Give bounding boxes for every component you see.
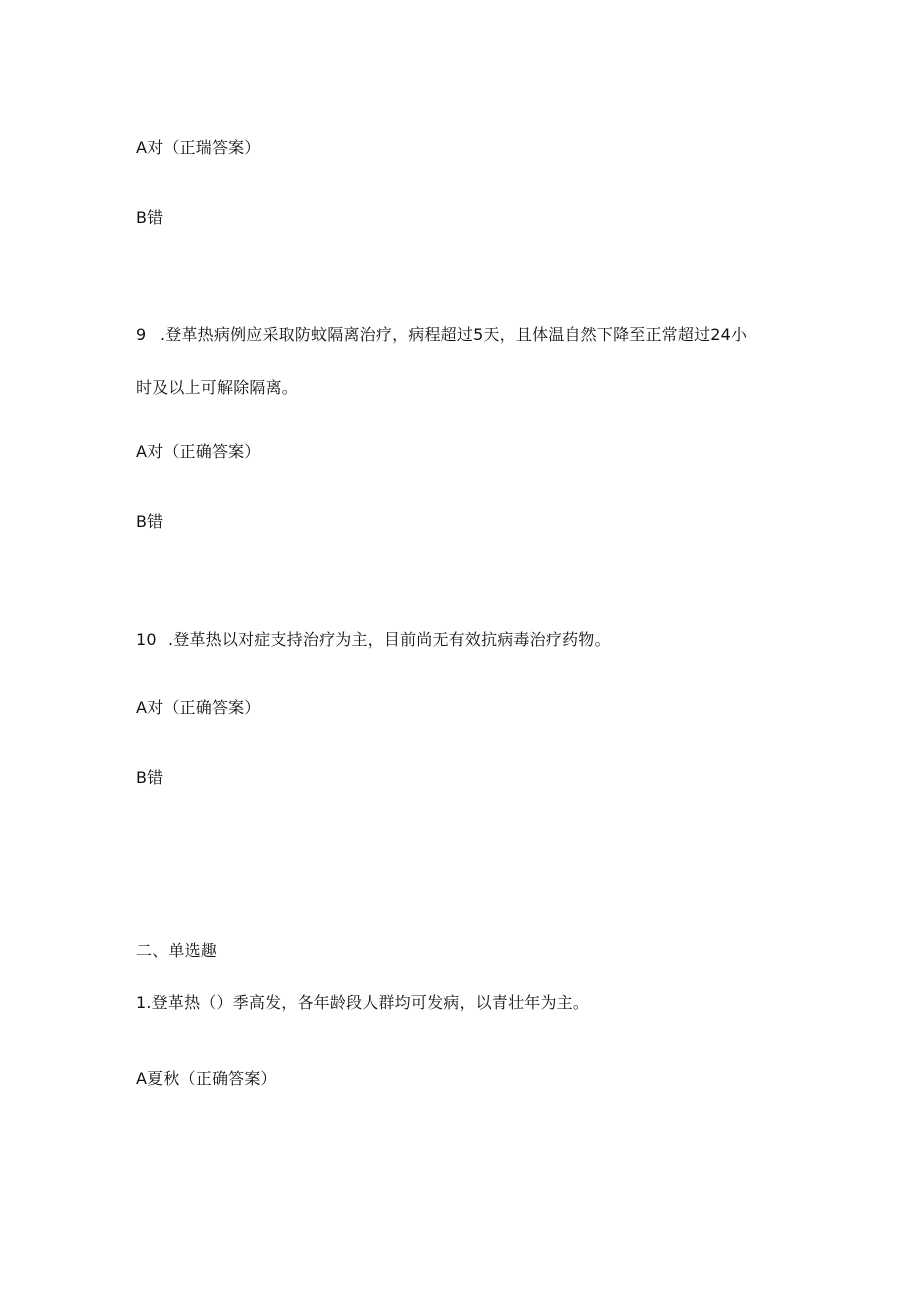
q10-question — [136, 630, 611, 650]
sq1-question: 1.登革热（）季高发，各年龄段人群均可发病，以青壮年为主。 — [136, 993, 590, 1012]
q9-option-b: B错 — [136, 512, 164, 531]
q9-question-line1 — [136, 325, 747, 345]
q8-option-b: B错 — [136, 208, 164, 227]
q9-question-line2: 时及以上可解除隔离。 — [136, 378, 299, 397]
section-heading: 二、单选趣 — [136, 941, 218, 960]
q9-number: 9 — [136, 325, 147, 344]
q10-option-a: A对（正确答案） — [136, 698, 261, 717]
q10-text: .登革热以对症支持治疗为主，目前尚无有效抗病毒治疗药物。 — [168, 630, 611, 649]
q9-option-a: A对（正确答案） — [136, 442, 261, 461]
q9-text-line1: .登革热病例应采取防蚊隔离治疗，病程超过5天，且体温自然下降至正常超过24小 — [160, 325, 748, 344]
sq1-option-a: A夏秋（正确答案） — [136, 1069, 277, 1088]
q10-number: 10 — [136, 630, 157, 649]
q10-option-b: B错 — [136, 768, 164, 787]
q8-option-a: A对（正瑞答案） — [136, 138, 261, 157]
